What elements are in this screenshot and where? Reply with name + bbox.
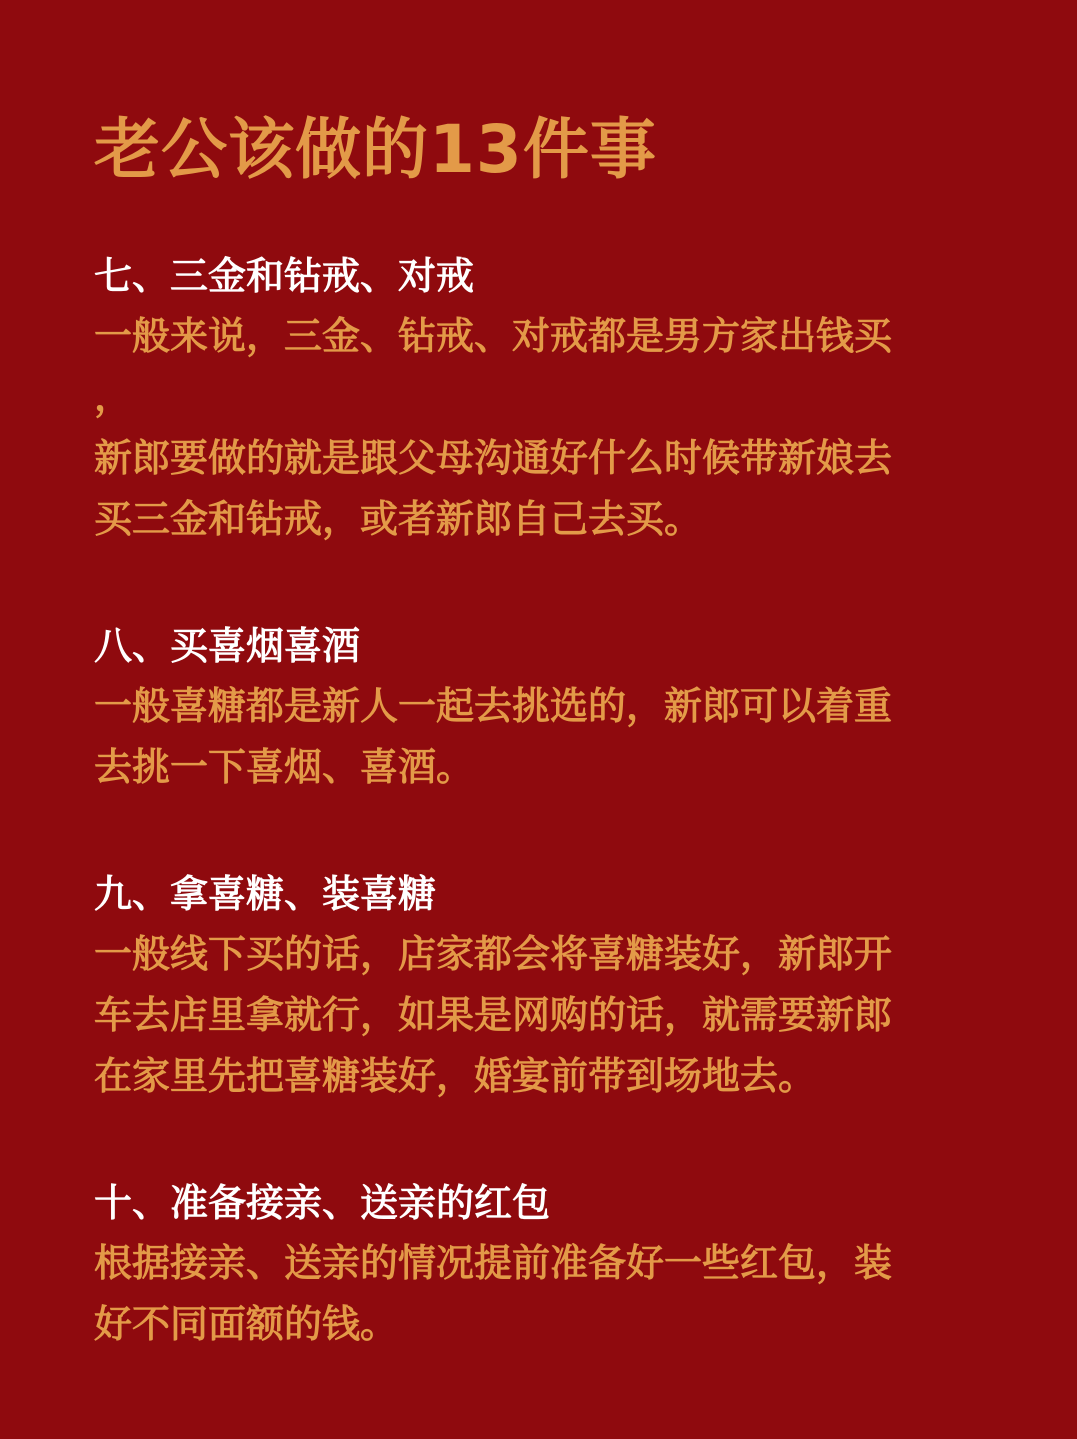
- section-heading: 九、拿喜糖、装喜糖: [94, 872, 437, 916]
- section-heading: 七、三金和钻戒、对戒: [94, 254, 475, 298]
- section-body-line: 买三金和钻戒，或者新郎自己去买。: [94, 497, 703, 541]
- section-body-line: 根据接亲、送亲的情况提前准备好一些红包，装: [94, 1241, 893, 1285]
- section-body-line: 去挑一下喜烟、喜酒。: [94, 745, 475, 789]
- section-body-line: ，: [94, 375, 133, 419]
- section-body-line: 一般来说，三金、钻戒、对戒都是男方家出钱买: [94, 314, 893, 358]
- section-body-line: 一般喜糖都是新人一起去挑选的，新郎可以着重: [94, 684, 893, 728]
- section-body-line: 在家里先把喜糖装好，婚宴前带到场地去。: [94, 1054, 817, 1098]
- section-body-line: 一般线下买的话，店家都会将喜糖装好，新郎开: [94, 932, 893, 976]
- section-cigarettes-wine: [94, 616, 983, 798]
- page-title: 老公该做的13件事: [94, 111, 657, 188]
- section-heading: 八、买喜烟喜酒: [94, 624, 361, 668]
- section-body-line: 好不同面额的钱。: [94, 1302, 399, 1346]
- section-wedding-candy: [94, 864, 983, 1107]
- section-heading: 十、准备接亲、送亲的红包: [94, 1181, 551, 1225]
- section-red-envelopes: [94, 1173, 983, 1355]
- section-rings: [94, 246, 983, 550]
- section-body-line: 车去店里拿就行，如果是网购的话，就需要新郎: [94, 993, 893, 1037]
- section-body-line: 新郎要做的就是跟父母沟通好什么时候带新娘去: [94, 436, 893, 480]
